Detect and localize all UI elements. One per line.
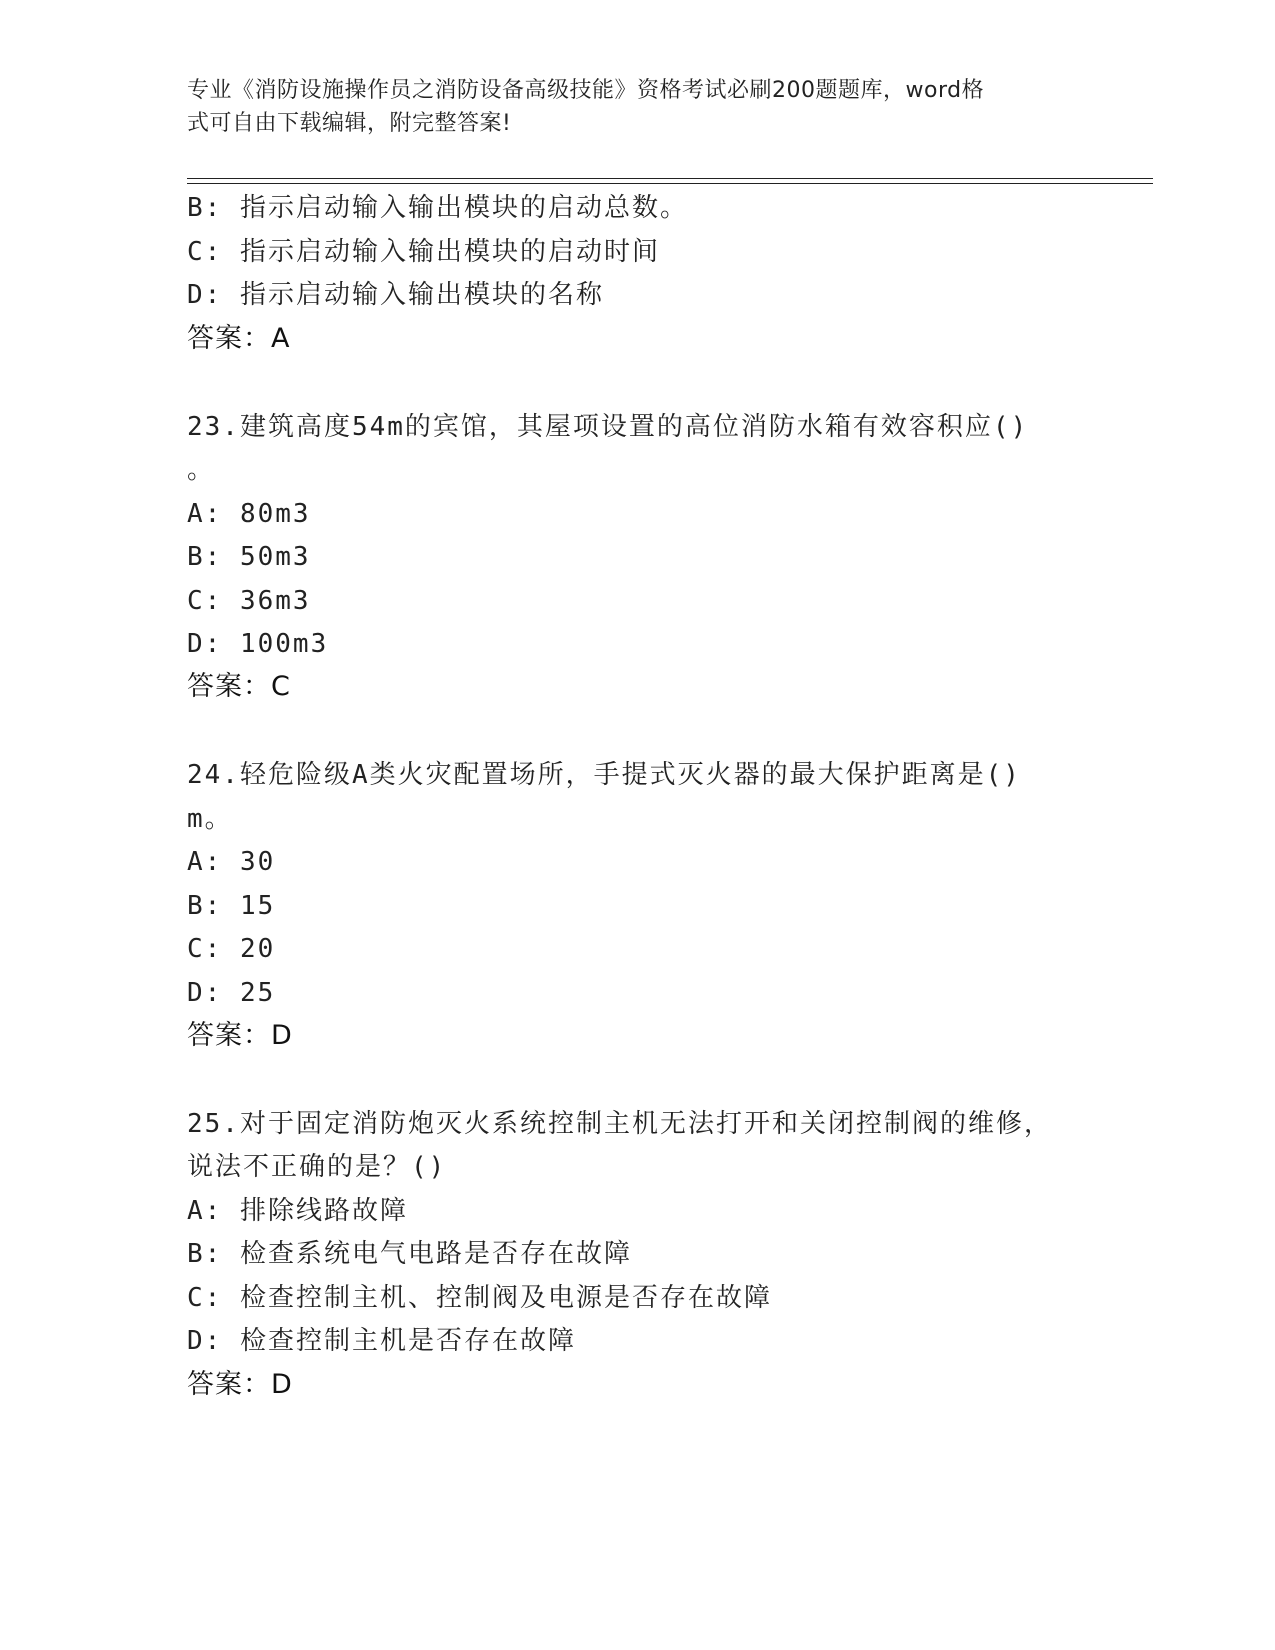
q24-option-d: D: 25	[187, 978, 276, 1008]
header-line-2: 式可自由下载编辑，附完整答案!	[187, 111, 512, 136]
q24-option-a: A: 30	[187, 847, 276, 877]
q24-stem-line-1: 24.轻危险级A类火灾配置场所，手提式灭火器的最大保护距离是()	[187, 760, 1021, 790]
q25-option-a: A: 排除线路故障	[187, 1196, 408, 1226]
document-header	[187, 74, 1067, 140]
q23-option-d: D: 100m3	[187, 629, 329, 659]
q25-answer: 答案：D	[187, 1369, 293, 1400]
q22-answer: 答案：A	[187, 323, 291, 354]
q24-option-c: C: 20	[187, 934, 276, 964]
header-divider-top	[187, 178, 1153, 179]
q25-option-b: B: 检查系统电气电路是否存在故障	[187, 1239, 632, 1269]
header-divider-bottom	[187, 183, 1153, 184]
q25-stem-line-1: 25.对于固定消防炮灭火系统控制主机无法打开和关闭控制阀的维修，	[187, 1109, 1052, 1139]
header-line-1: 专业《消防设施操作员之消防设备高级技能》资格考试必刷200题题库，word格	[187, 78, 985, 103]
q23-option-b: B: 50m3	[187, 542, 311, 572]
q23-option-c: C: 36m3	[187, 586, 311, 616]
q24-answer: 答案：D	[187, 1020, 293, 1051]
q22-option-c: C: 指示启动输入输出模块的启动时间	[187, 237, 660, 267]
q23-stem-line-1: 23.建筑高度54m的宾馆，其屋项设置的高位消防水箱有效容积应()	[187, 412, 1029, 442]
q24-stem-line-2: m。	[187, 804, 233, 834]
q25-option-c: C: 检查控制主机、控制阀及电源是否存在故障	[187, 1283, 772, 1313]
q25-option-d: D: 检查控制主机是否存在故障	[187, 1326, 576, 1356]
q23-stem-line-2: 。	[187, 455, 216, 485]
q24-option-b: B: 15	[187, 891, 276, 921]
q22-option-d: D: 指示启动输入输出模块的名称	[187, 280, 604, 310]
q23-option-a: A: 80m3	[187, 499, 311, 529]
q22-option-b: B: 指示启动输入输出模块的启动总数。	[187, 193, 688, 223]
q25-stem-line-2: 说法不正确的是？()	[187, 1152, 447, 1182]
q23-answer: 答案：C	[187, 671, 291, 702]
